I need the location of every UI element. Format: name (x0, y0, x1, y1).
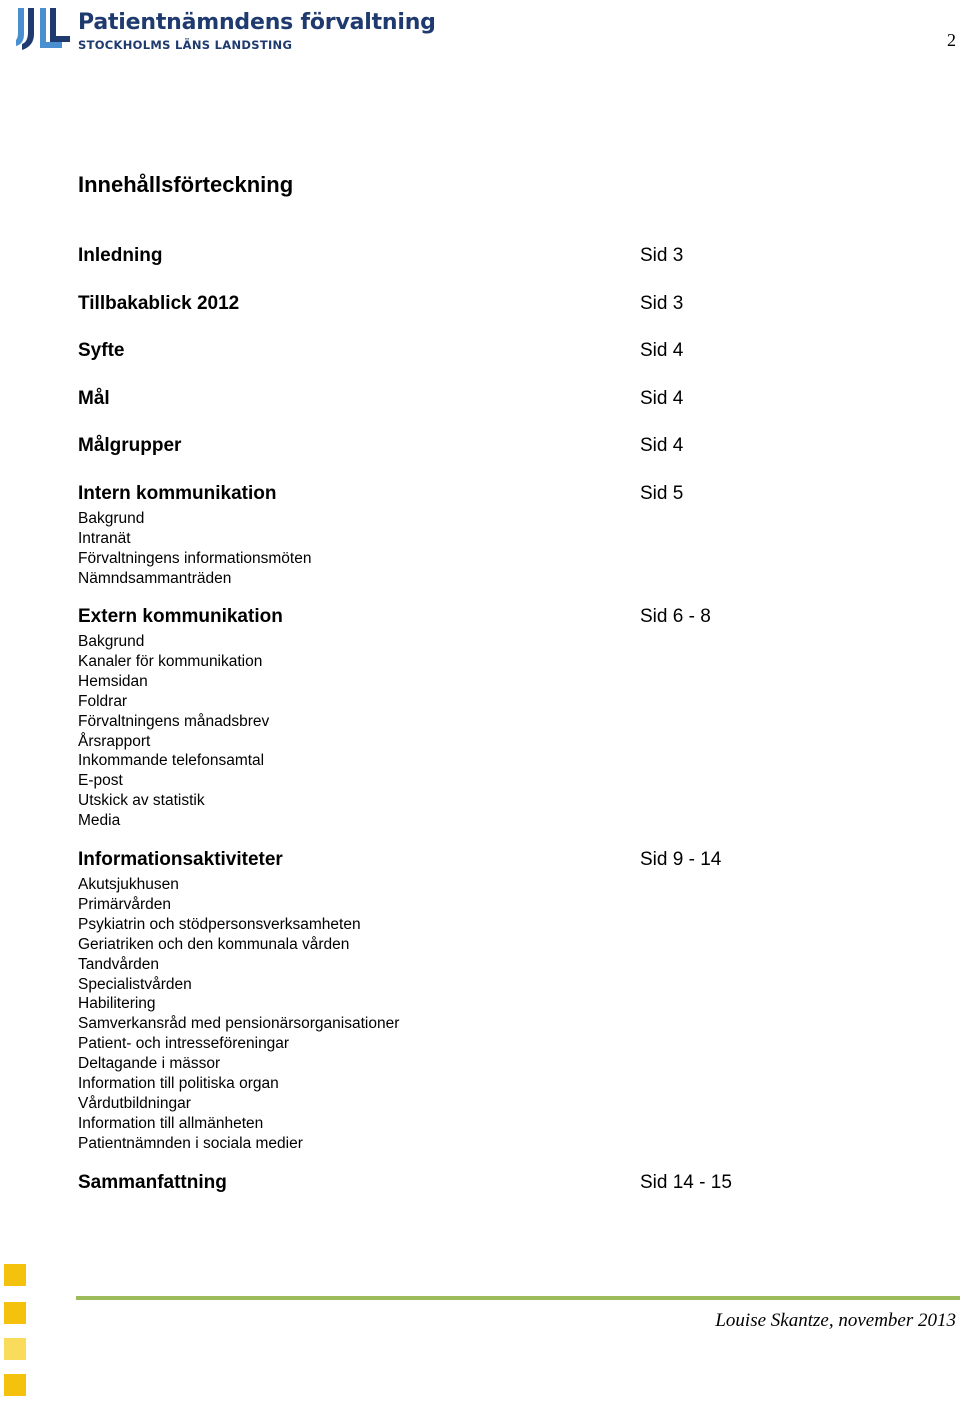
toc-entry-intern-kommunikation (78, 483, 778, 589)
toc-subentry: Hemsidan (78, 672, 148, 690)
toc-subentry: Årsrapport (78, 732, 151, 750)
toc-subentries (78, 875, 778, 1154)
toc-subentry: Geriatriken och den kommunala vården (78, 935, 350, 953)
toc-subentry: Intranät (78, 529, 131, 547)
toc-entry-malgrupper (78, 435, 778, 461)
toc-entry-informationsaktiviteter (78, 849, 778, 1154)
toc-title: Innehållsförteckning (78, 172, 294, 197)
toc-entry-page: Sid 4 (640, 388, 684, 409)
toc-entry-title: Informationsaktiviteter (78, 849, 283, 870)
toc-entry-title: Syfte (78, 340, 125, 361)
toc-subentry: Foldrar (78, 692, 128, 710)
toc-subentries (78, 509, 778, 589)
toc-subentry: Media (78, 812, 121, 830)
toc-subentry: Patient- och intresseföreningar (78, 1035, 290, 1053)
yellow-square-icon (4, 1264, 26, 1286)
toc-subentry: Information till politiska organ (78, 1075, 279, 1093)
toc-entry-title: Sammanfattning (78, 1172, 227, 1193)
yellow-square-icon (4, 1374, 26, 1396)
toc-entry-page: Sid 4 (640, 340, 684, 361)
toc-entry-extern-kommunikation (78, 606, 778, 831)
toc-subentry: Habilitering (78, 995, 156, 1013)
toc-subentry: Nämndsammanträden (78, 569, 232, 587)
toc-entry-page: Sid 4 (640, 435, 684, 456)
toc-entry-inledning (78, 245, 778, 271)
toc-entry-title: Tillbakablick 2012 (78, 293, 240, 314)
yellow-square-icon (4, 1302, 26, 1324)
toc-entry-title: Mål (78, 388, 110, 409)
logo-subtitle: STOCKHOLMS LÄNS LANDSTING (78, 38, 293, 52)
toc-subentry: E-post (78, 772, 123, 790)
toc-entry-page: Sid 14 - 15 (640, 1172, 732, 1193)
toc-entry-syfte (78, 340, 778, 366)
toc-subentry: Inkommande telefonsamtal (78, 752, 265, 770)
toc-subentry: Patientnämnden i sociala medier (78, 1134, 303, 1152)
toc-subentries (78, 632, 778, 831)
toc-entry-mal (78, 388, 778, 414)
toc-entry-page: Sid 3 (640, 293, 684, 314)
toc-subentry: Primärvården (78, 895, 172, 913)
toc-entry-title: Extern kommunikation (78, 606, 283, 627)
toc-subentry: Bakgrund (78, 633, 145, 650)
toc-subentry: Deltagande i mässor (78, 1055, 221, 1073)
toc-entry-title: Målgrupper (78, 435, 182, 456)
logo (12, 4, 452, 54)
logo-mark-icon (12, 4, 72, 52)
toc-entry-tillbakablick (78, 293, 778, 319)
toc-subentry: Samverkansråd med pensionärsorganisationer (78, 1015, 400, 1033)
toc-entry-page: Sid 3 (640, 245, 684, 266)
toc-subentry: Bakgrund (78, 510, 145, 527)
toc-subentry: Kanaler för kommunikation (78, 652, 263, 670)
toc-subentry: Utskick av statistik (78, 792, 205, 810)
toc-subentry: Förvaltningens informationsmöten (78, 549, 312, 567)
toc-subentry: Psykiatrin och stödpersonsverksamheten (78, 915, 361, 933)
toc-entry-page: Sid 6 - 8 (640, 606, 711, 627)
toc-subentry: Vårdutbildningar (78, 1094, 191, 1112)
logo-name: Patientnämndens förvaltning (78, 10, 436, 35)
toc-subentry: Tandvården (78, 955, 160, 973)
toc-entry-page: Sid 9 - 14 (640, 849, 722, 870)
toc-subentry: Akutsjukhusen (78, 876, 179, 893)
toc-entry-title: Intern kommunikation (78, 483, 277, 504)
footer-divider (76, 1296, 960, 1300)
light-yellow-square-icon (4, 1338, 26, 1360)
toc-subentry: Information till allmänheten (78, 1114, 264, 1132)
toc-entry-title: Inledning (78, 245, 163, 266)
toc-entry-page: Sid 5 (640, 483, 684, 504)
toc-subentry: Förvaltningens månadsbrev (78, 712, 270, 730)
footer-author: Louise Skantze, november 2013 (715, 1310, 956, 1331)
page-number: 2 (947, 30, 956, 50)
footer-decoration (4, 1264, 28, 1404)
toc-entry-sammanfattning (78, 1172, 778, 1198)
toc-subentry: Specialistvården (78, 975, 192, 993)
